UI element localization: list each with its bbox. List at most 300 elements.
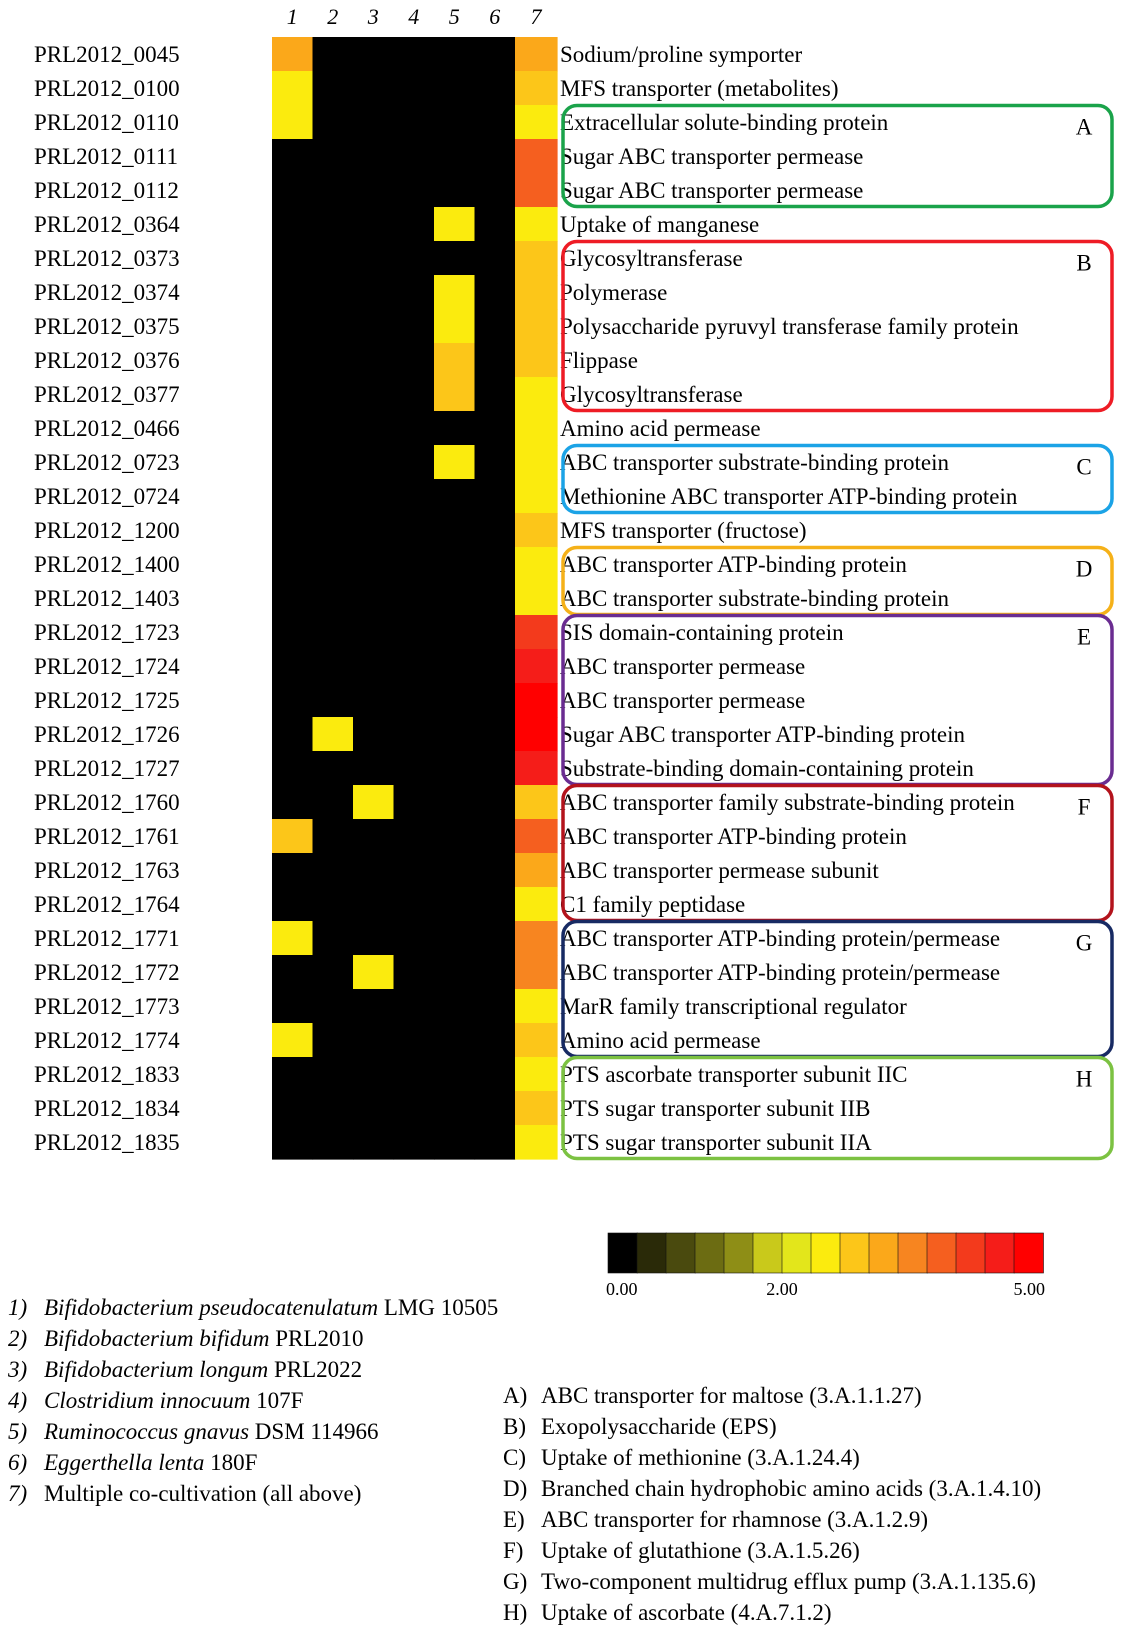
heatmap-cell [313,37,354,72]
heatmap-cell [313,479,354,514]
heatmap-cell [353,411,394,446]
heatmap-cell [394,377,435,412]
product-label: SIS domain-containing protein [560,620,844,645]
heatmap-cell [313,241,354,276]
heatmap-cell [353,819,394,854]
heatmap-cell [394,717,435,752]
heatmap-cell [313,819,354,854]
heatmap-cell [434,275,475,310]
heatmap-cell [434,921,475,956]
heatmap-cell [475,173,516,208]
heatmap-cell [313,649,354,684]
heatmap-cell [394,445,435,480]
group-label: A [1075,114,1093,140]
heatmap-cell [394,547,435,582]
gene-label: PRL2012_0723 [34,450,180,475]
heatmap-cell [475,105,516,140]
heatmap-cell [353,1091,394,1126]
heatmap-cell [515,377,558,412]
heatmap-cell [394,37,435,72]
color-scale-swatch [898,1233,928,1273]
heatmap-cell [515,207,558,242]
heatmap-cell [313,989,354,1024]
color-scale-swatch [811,1233,841,1273]
heatmap-cell [313,71,354,106]
column-label: 7 [530,4,542,29]
heatmap-cell [394,275,435,310]
heatmap-cell [353,955,394,990]
heatmap-cell [272,751,313,786]
heatmap-cell [475,479,516,514]
heatmap-cell [434,547,475,582]
heatmap-cell [394,139,435,174]
heatmap-cell [272,207,313,242]
heatmap-cell [353,445,394,480]
product-label: C1 family peptidase [560,892,746,917]
gene-label: PRL2012_1403 [34,586,180,611]
strain-legend-item: 2) Bifidobacterium bifidum PRL2010 [8,1326,364,1351]
gene-label: PRL2012_1764 [34,892,180,917]
heatmap-cell [434,207,475,242]
heatmap-cell [272,1091,313,1126]
gene-label: PRL2012_1834 [34,1096,180,1121]
heatmap-cell [515,173,558,208]
heatmap-cell [313,955,354,990]
heatmap-cell [394,411,435,446]
strain-legend-item: 5) Ruminococcus gnavus DSM 114966 [8,1419,379,1444]
group-label: E [1076,624,1092,650]
gene-label: PRL2012_1200 [34,518,180,543]
product-label: PTS sugar transporter subunit IIB [560,1096,871,1121]
heatmap-cell [515,309,558,344]
gene-label: PRL2012_0045 [34,42,180,67]
group-label: H [1075,1066,1093,1092]
strain-legend-item: 4) Clostridium innocuum 107F [8,1388,304,1413]
heatmap-cell [434,37,475,72]
heatmap-cell [394,207,435,242]
color-scale-tick-label: 2.00 [766,1279,798,1299]
heatmap-cell [313,785,354,820]
group-legend-item: A) ABC transporter for maltose (3.A.1.1.27) [503,1383,922,1408]
heatmap-cell [515,955,558,990]
color-scale-swatch [985,1233,1015,1273]
gene-label: PRL2012_1771 [34,926,180,951]
product-label: Sugar ABC transporter ATP-binding protein [560,722,966,747]
gene-label: PRL2012_0111 [34,144,178,169]
heatmap-cell [475,887,516,922]
heatmap-cell [434,955,475,990]
heatmap-cell [272,479,313,514]
heatmap-cell [475,37,516,72]
group-legend-item: E) ABC transporter for rhamnose (3.A.1.2.9) [503,1507,929,1532]
group-legend-item: F) Uptake of glutathione (3.A.1.5.26) [503,1538,860,1563]
heatmap-cell [313,751,354,786]
heatmap-cell [475,207,516,242]
heatmap-cell [394,1023,435,1058]
product-label: ABC transporter permease subunit [560,858,879,883]
product-label: Methionine ABC transporter ATP-binding protein [560,484,1018,509]
heatmap-cell [394,581,435,616]
heatmap-cell [353,853,394,888]
heatmap-cell [475,139,516,174]
heatmap-cell [515,411,558,446]
heatmap-cell [475,853,516,888]
heatmap-cell [475,71,516,106]
heatmap-cell [353,649,394,684]
heatmap-cell [434,1057,475,1092]
color-scale-swatch [869,1233,899,1273]
product-label: ABC transporter permease [560,654,806,679]
heatmap-cell [434,411,475,446]
heatmap-cell [394,649,435,684]
heatmap-cell [394,1057,435,1092]
gene-label: PRL2012_1835 [34,1130,180,1155]
heatmap-cell [394,513,435,548]
heatmap-cell [272,1057,313,1092]
heatmap-cell [394,819,435,854]
heatmap-cell [353,275,394,310]
heatmap-cell [353,989,394,1024]
heatmap-cell [475,751,516,786]
product-label: ABC transporter ATP-binding protein [560,552,907,577]
gene-label: PRL2012_0375 [34,314,180,339]
heatmap-cell [272,1023,313,1058]
product-label: Amino acid permease [560,1028,761,1053]
heatmap-cell [434,785,475,820]
group-label: B [1076,250,1092,276]
gene-label: PRL2012_0100 [34,76,180,101]
heatmap-cell [434,105,475,140]
heatmap-cell [515,343,558,378]
heatmap-cell [394,105,435,140]
heatmap-cell [515,989,558,1024]
gene-label: PRL2012_1723 [34,620,180,645]
heatmap-cell [353,343,394,378]
heatmap-cell [434,309,475,344]
heatmap-cell [353,309,394,344]
heatmap-cell [313,717,354,752]
heatmap-cell [434,989,475,1024]
gene-label: PRL2012_1773 [34,994,180,1019]
heatmap-cell [515,445,558,480]
heatmap-cell [313,1091,354,1126]
heatmap-cell [272,955,313,990]
group-label: C [1076,454,1092,480]
gene-label: PRL2012_1727 [34,756,180,781]
color-scale-swatch [753,1233,783,1273]
heatmap-cell [434,1091,475,1126]
product-label: ABC transporter ATP-binding protein [560,824,907,849]
column-label: 4 [408,4,420,29]
heatmap-cell [434,173,475,208]
heatmap-cell [394,241,435,276]
product-label: Sodium/proline symporter [560,42,803,67]
group-legend-item: D) Branched chain hydrophobic amino acids (3.A.1.4.10) [503,1476,1042,1501]
gene-label: PRL2012_1763 [34,858,180,883]
heatmap-cell [313,887,354,922]
heatmap-cell [272,887,313,922]
group-legend-item: C) Uptake of methionine (3.A.1.24.4) [503,1445,860,1470]
product-label: PTS sugar transporter subunit IIA [560,1130,872,1155]
heatmap-cell [434,1023,475,1058]
color-scale-swatch [637,1233,667,1273]
gene-label: PRL2012_0377 [34,382,180,407]
heatmap-cell [475,445,516,480]
heatmap-cell [515,615,558,650]
heatmap-cell [394,1125,435,1160]
heatmap-cell [475,1125,516,1160]
heatmap-cell [434,343,475,378]
heatmap-cell [272,71,313,106]
heatmap-cell [272,173,313,208]
heatmap-cell [353,513,394,548]
color-scale-swatch [695,1233,725,1273]
heatmap-cell [353,1057,394,1092]
heatmap-cell [475,343,516,378]
heatmap-cell [434,139,475,174]
heatmap-cell [313,377,354,412]
heatmap-cell [434,683,475,718]
product-label: Uptake of manganese [560,212,760,237]
product-label: Flippase [560,348,638,373]
heatmap-cell [515,275,558,310]
product-label: Polysaccharide pyruvyl transferase family protein [560,314,1019,339]
heatmap-cell [272,445,313,480]
heatmap-cell [434,1125,475,1160]
group-label: F [1077,794,1091,820]
color-scale-tick-label: 0.00 [606,1279,638,1299]
gene-label: PRL2012_1833 [34,1062,180,1087]
column-label: 6 [489,4,501,29]
heatmap-cell [394,955,435,990]
heatmap-cell [272,615,313,650]
heatmap-cell [272,139,313,174]
gene-label: PRL2012_0724 [34,484,180,509]
group-legend-item: B) Exopolysaccharide (EPS) [503,1414,777,1439]
group-legend-item: G) Two-component multidrug efflux pump (3.A.1.135.6) [503,1569,1036,1594]
column-labels [287,4,543,29]
heatmap-cell [394,751,435,786]
heatmap-cell [434,581,475,616]
heatmap-cell [515,71,558,106]
heatmap-cell [475,581,516,616]
heatmap-cell [313,275,354,310]
heatmap-cell [272,853,313,888]
heatmap-cell [394,989,435,1024]
heatmap-cell [475,649,516,684]
heatmap-cell [515,887,558,922]
heatmap-cell [353,785,394,820]
product-label: Sugar ABC transporter permease [560,178,864,203]
heatmap-cell [475,1023,516,1058]
heatmap-cell [272,37,313,72]
gene-label: PRL2012_1761 [34,824,180,849]
group-legend [503,1381,1113,1631]
gene-label: PRL2012_0374 [34,280,180,305]
heatmap-cell [515,105,558,140]
column-label: 5 [448,4,460,29]
heatmap-cell [313,139,354,174]
gene-label: PRL2012_1774 [34,1028,180,1053]
heatmap-cell [475,377,516,412]
heatmap-cell [272,275,313,310]
heatmap-cell [394,343,435,378]
heatmap-cell [353,1023,394,1058]
heatmap-cell [394,479,435,514]
heatmap-cell [515,479,558,514]
heatmap-cell [394,71,435,106]
heatmap-cell [313,921,354,956]
heatmap-cell [272,581,313,616]
color-scale-swatch [608,1233,638,1273]
heatmap-cell [515,921,558,956]
heatmap-cell [434,479,475,514]
heatmap-cell [272,547,313,582]
heatmap-cell [394,853,435,888]
heatmap-cell [353,921,394,956]
heatmap-cell [313,513,354,548]
color-scale [606,1233,1045,1299]
gene-labels [34,42,180,1155]
product-label: MFS transporter (fructose) [560,518,807,543]
heatmap-cell [272,309,313,344]
heatmap-cell [475,683,516,718]
product-label: ABC transporter permease [560,688,806,713]
product-label: PTS ascorbate transporter subunit IIC [560,1062,908,1087]
heatmap-cell [515,1091,558,1126]
product-label: Polymerase [560,280,668,305]
heatmap-cell [313,173,354,208]
heatmap-cell [515,547,558,582]
gene-label: PRL2012_0110 [34,110,179,135]
heatmap-cell [394,785,435,820]
heatmap-cell [394,887,435,922]
heatmap-cell [475,819,516,854]
heatmap-cell [394,1091,435,1126]
heatmap-cell [475,921,516,956]
product-label: Glycosyltransferase [560,246,743,271]
heatmap-cell [475,717,516,752]
product-label: ABC transporter family substrate-binding protein [560,790,1015,815]
gene-label: PRL2012_0376 [34,348,180,373]
product-labels [560,42,1019,1155]
heatmap-cell [434,377,475,412]
color-scale-swatch [782,1233,812,1273]
column-label: 3 [367,4,379,29]
column-label: 2 [327,4,339,29]
product-label: MarR family transcriptional regulator [560,994,907,1019]
heatmap-cell [353,37,394,72]
gene-label: PRL2012_0373 [34,246,180,271]
heatmap-cell [475,785,516,820]
color-scale-swatch [724,1233,754,1273]
heatmap-cell [434,887,475,922]
heatmap-cell [394,683,435,718]
heatmap-cell [475,411,516,446]
heatmap-cell [353,479,394,514]
heatmap-cell [434,513,475,548]
gene-label: PRL2012_1725 [34,688,180,713]
heatmap-cell [353,615,394,650]
heatmap-cell [272,105,313,140]
heatmap-cell [313,853,354,888]
heatmap-cell [515,1023,558,1058]
strain-legend-item: 7) Multiple co-cultivation (all above) [8,1481,362,1506]
heatmap-cell [394,173,435,208]
heatmap-cell [353,173,394,208]
product-label: Amino acid permease [560,416,761,441]
heatmap-cell [515,1057,558,1092]
heatmap-cell [353,207,394,242]
color-scale-swatch [956,1233,986,1273]
heatmap-cell [515,717,558,752]
heatmap-cell [475,241,516,276]
heatmap-cell [272,989,313,1024]
heatmap-cell [515,241,558,276]
heatmap-cell [313,547,354,582]
heatmap-cell [272,785,313,820]
strain-legend-item: 6) Eggerthella lenta 180F [8,1450,258,1475]
gene-label: PRL2012_0112 [34,178,179,203]
gene-label: PRL2012_0364 [34,212,180,237]
heatmap-cell [515,37,558,72]
heatmap-cell [434,615,475,650]
group-label: G [1075,930,1093,956]
heatmap-cells [272,37,558,1160]
heatmap-cell [313,1023,354,1058]
heatmap-cell [515,683,558,718]
gene-label: PRL2012_0466 [34,416,180,441]
color-scale-swatch [1014,1233,1044,1273]
heatmap-cell [272,717,313,752]
heatmap-cell [434,717,475,752]
heatmap-cell [475,1091,516,1126]
heatmap-cell [515,785,558,820]
product-label: ABC transporter substrate-binding protein [560,450,950,475]
gene-label: PRL2012_1400 [34,552,180,577]
gene-label: PRL2012_1724 [34,654,180,679]
heatmap-cell [272,241,313,276]
heatmap-cell [313,309,354,344]
heatmap-cell [515,649,558,684]
heatmap-cell [313,615,354,650]
heatmap-cell [515,581,558,616]
heatmap-cell [353,139,394,174]
heatmap-cell [313,445,354,480]
heatmap-cell [475,513,516,548]
heatmap-cell [394,921,435,956]
heatmap-cell [475,547,516,582]
color-scale-swatch [927,1233,957,1273]
color-scale-tick-label: 5.00 [1013,1279,1045,1299]
heatmap-cell [475,615,516,650]
heatmap-cell [475,989,516,1024]
heatmap-cell [475,275,516,310]
group-legend-item: H) Uptake of ascorbate (4.A.7.1.2) [503,1600,832,1625]
heatmap-cell [272,683,313,718]
heatmap-cell [313,207,354,242]
gene-label: PRL2012_1760 [34,790,180,815]
heatmap-cell [272,513,313,548]
color-scale-swatch [840,1233,870,1273]
heatmap-cell [353,547,394,582]
heatmap-cell [353,105,394,140]
heatmap-cell [272,819,313,854]
heatmap-cell [475,309,516,344]
heatmap-cell [272,649,313,684]
heatmap-cell [515,139,558,174]
heatmap-cell [313,683,354,718]
